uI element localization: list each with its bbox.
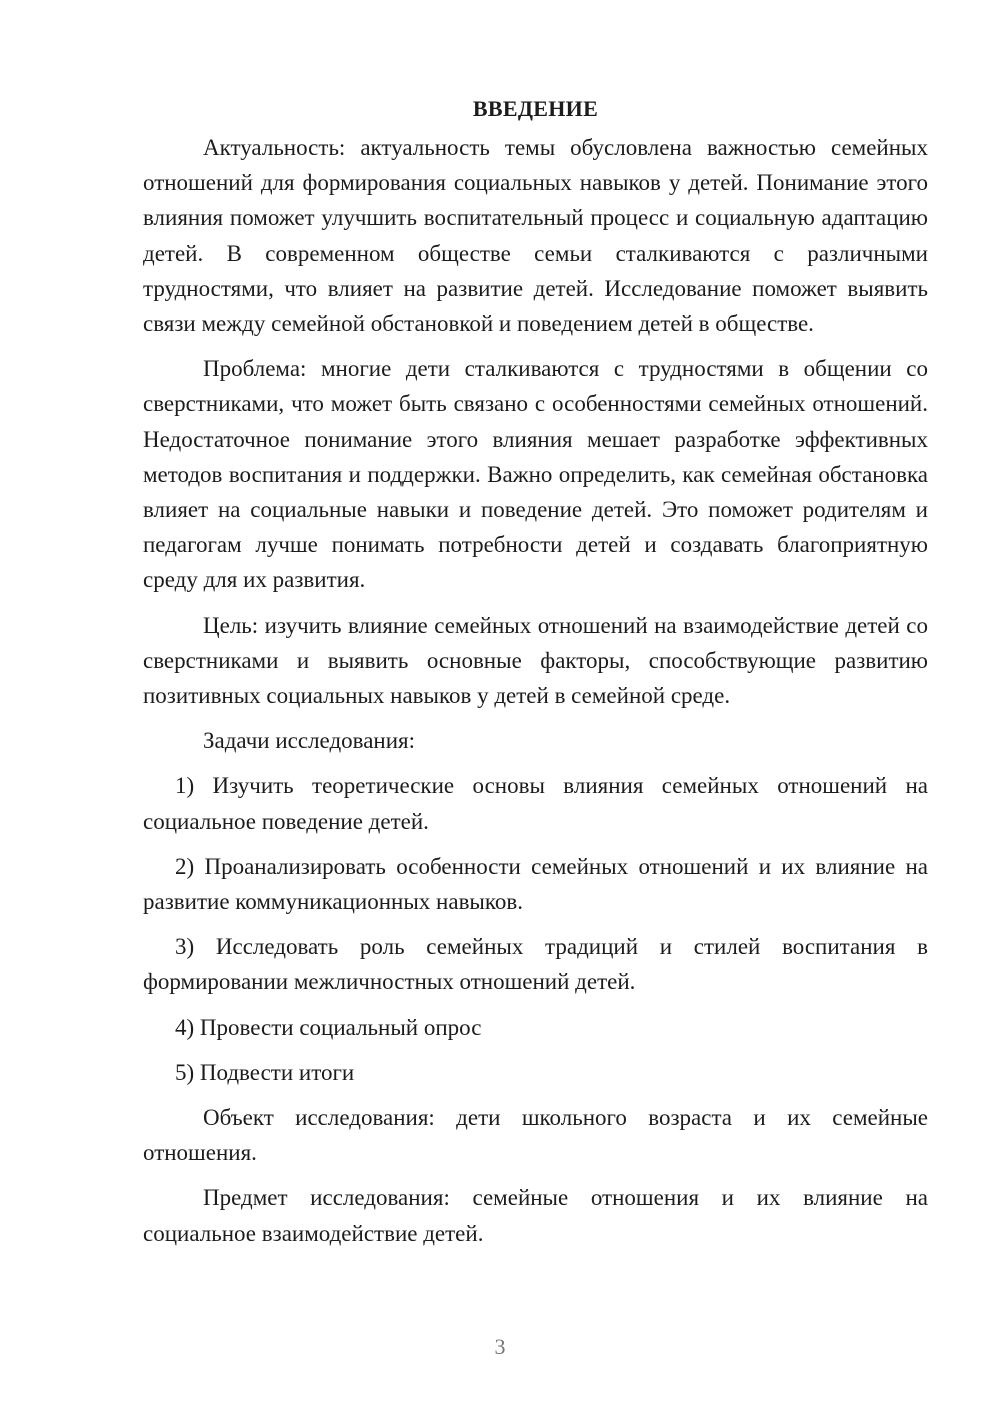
page-number: 3 [494,1334,506,1359]
section-heading: ВВЕДЕНИЕ [472,96,599,121]
task-item-3: 3) Исследовать роль семейных традиций и стилей воспитания в формировании межличностных отношений детей. [143,934,928,995]
subject-paragraph: Предмет исследования: семейные отношения и их влияние на социальное взаимодействие детей. [143,1185,928,1246]
relevance-paragraph: Актуальность: актуальность темы обусловлена важностью семейных отношений для формирования социальных навыков у детей. Понимание этого влияния поможет улучшить воспитательный процесс и социальную адаптацию детей. В современном обществе семьи сталкиваются с различными трудностями, что влияет на развитие детей. Исследование поможет выявить связи между семейной обстановкой и поведением детей в обществе. [143,135,928,337]
tasks-heading: Задачи исследования: [203,728,416,754]
object-paragraph: Объект исследования: дети школьного возраста и их семейные отношения. [143,1105,928,1166]
task-item-1: 1) Изучить теоретические основы влияния семейных отношений на социальное поведение детей. [143,773,928,834]
goal-paragraph: Цель: изучить влияние семейных отношений на взаимодействие детей со сверстниками и выявить основные факторы, способствующие развитию позитивных социальных навыков у детей в семейной среде. [143,612,928,709]
task-item-5: 5) Подвести итоги [175,1059,355,1085]
problem-paragraph: Проблема: многие дети сталкиваются с трудностями в общении со сверстниками, что может быть связано с особенностями семейных отношений. Недостаточное понимание этого влияния мешает разработке эффективных методов воспитания и поддержки. Важно определить, как семейная обстановка влияет на социальные навыки и поведение детей. Это поможет родителям и педагогам лучше понимать потребности детей и создавать благоприятную среду для их развития. [143,356,928,593]
task-item-4: 4) Провести социальный опрос [175,1014,482,1040]
page-content [143,92,928,1251]
task-item-2: 2) Проанализировать особенности семейных отношений и их влияние на развитие коммуникационных навыков. [143,853,928,915]
